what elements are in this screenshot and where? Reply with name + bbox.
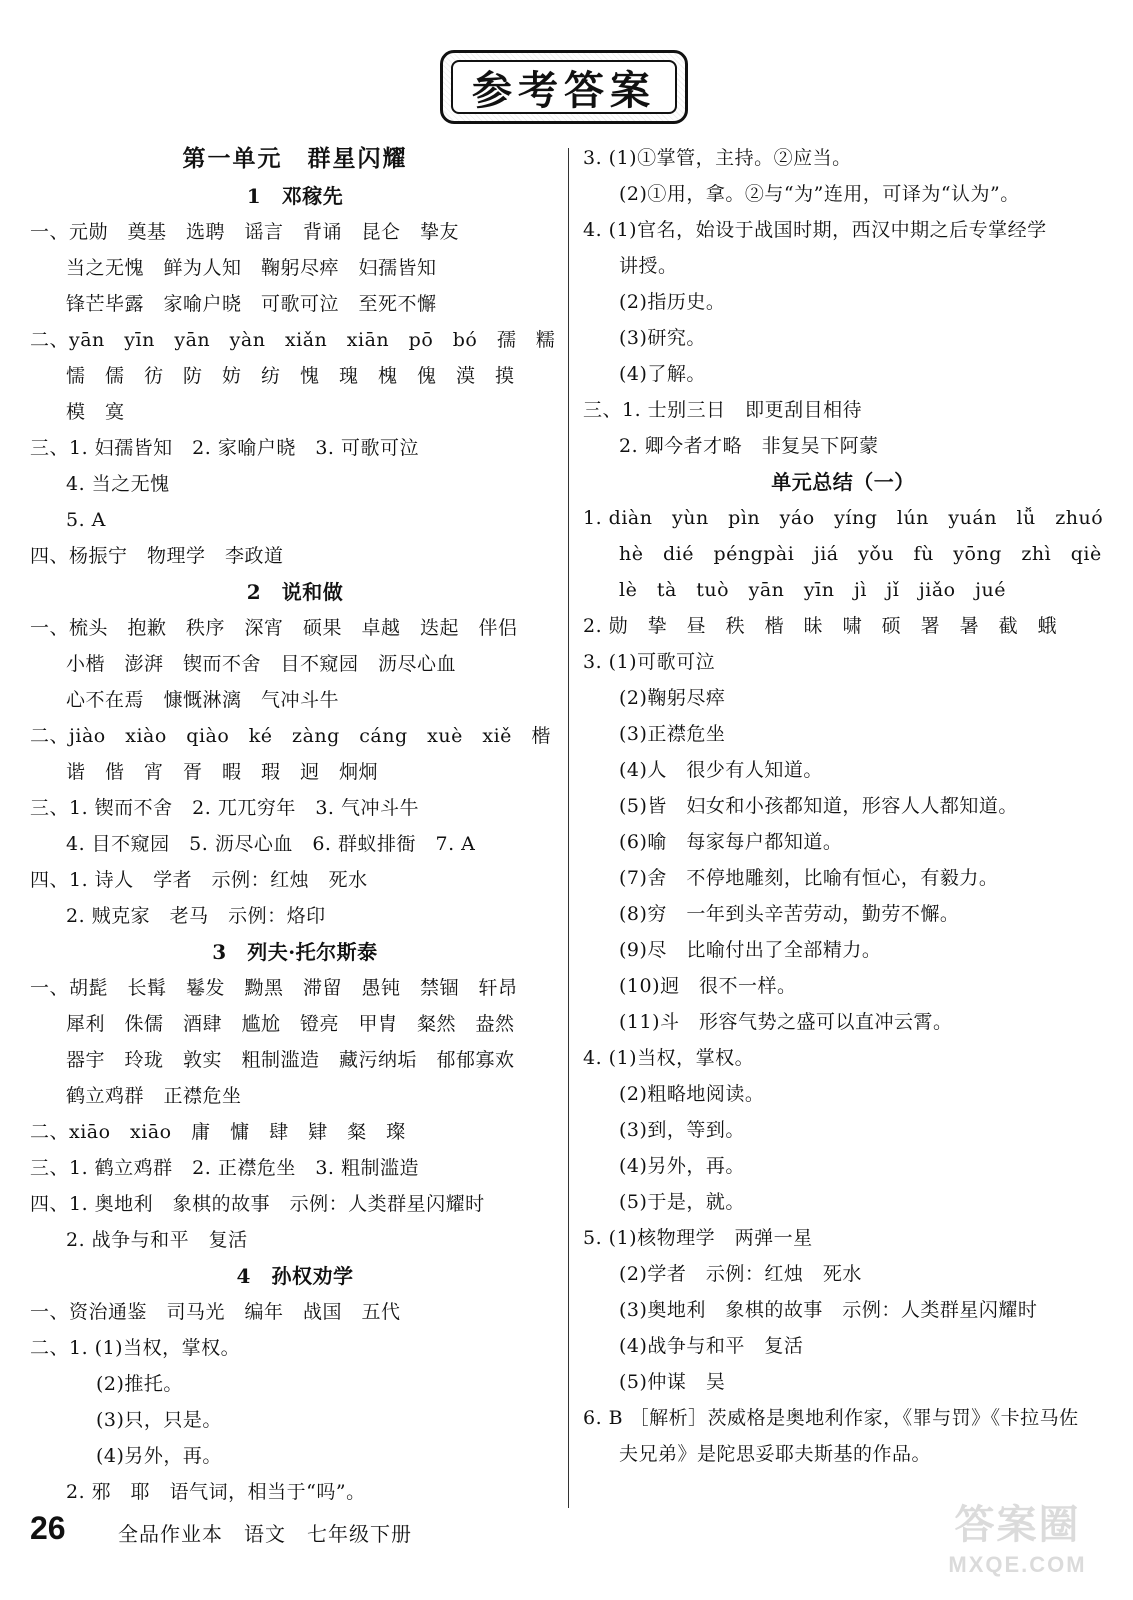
answer-line: (6)喻 每家每户都知道。 bbox=[619, 831, 843, 853]
book-title: 全品作业本 语文 七年级下册 bbox=[118, 1522, 412, 1546]
answer-line: 3. (1)①掌管，主持。②应当。 bbox=[583, 147, 852, 169]
answer-line: 鹤立鸡群 正襟危坐 bbox=[66, 1085, 242, 1107]
answer-line: (4)另外，再。 bbox=[96, 1445, 222, 1467]
answer-line: 4. 目不窥园 5. 沥尽心血 6. 群蚁排衙 7. A bbox=[66, 833, 476, 855]
answer-line: 2. 邪 耶 语气词，相当于“吗”。 bbox=[66, 1481, 366, 1503]
answer-line: 4. 当之无愧 bbox=[66, 473, 170, 495]
answer-line: 模 寞 bbox=[66, 401, 125, 423]
answer-line: 心不在焉 慷慨淋漓 气冲斗牛 bbox=[66, 689, 340, 711]
answer-line: hè dié péngpài jiá yǒu fù yōng zhì qiè bbox=[619, 543, 1102, 565]
answer-line: 讲授。 bbox=[619, 255, 678, 277]
answer-line: 一、胡髭 长髯 鬈发 黝黑 滞留 愚钝 禁锢 轩昂 bbox=[30, 977, 518, 999]
answer-banner bbox=[440, 50, 688, 124]
unit-title: 第一单元 群星闪耀 bbox=[182, 145, 408, 172]
answer-line: (2)鞠躬尽瘁 bbox=[619, 687, 726, 709]
answer-line: 三、1. 锲而不舍 2. 兀兀穷年 3. 气冲斗牛 bbox=[30, 797, 420, 819]
column-divider bbox=[568, 148, 569, 1508]
answer-line: 2. 贼克家 老马 示例：烙印 bbox=[66, 905, 326, 927]
watermark-bottom: MXQE.COM bbox=[948, 1552, 1087, 1577]
answer-line: 二、xiāo xiāo 庸 慵 肆 肄 粲 璨 bbox=[30, 1121, 406, 1143]
answer-line: (4)人 很少有人知道。 bbox=[619, 759, 823, 781]
answer-line: 1. diàn yùn pìn yáo yíng lún yuán lǚ zhuó bbox=[583, 507, 1104, 529]
lesson-title: 2 说和做 bbox=[246, 580, 344, 604]
answer-line: 2. 战争与和平 复活 bbox=[66, 1229, 248, 1251]
answer-line: 一、元勋 奠基 选聘 谣言 背诵 昆仑 挚友 bbox=[30, 221, 460, 243]
answer-line: 四、杨振宁 物理学 李政道 bbox=[30, 545, 284, 567]
answer-line: (9)尽 比喻付出了全部精力。 bbox=[619, 939, 882, 961]
answer-line: (5)皆 妇女和小孩都知道，形容人人都知道。 bbox=[619, 795, 1018, 817]
answer-banner-inner bbox=[451, 60, 677, 114]
answer-line: 锋芒毕露 家喻户晓 可歌可泣 至死不懈 bbox=[66, 293, 437, 315]
answer-line: 四、1. 奥地利 象棋的故事 示例：人类群星闪耀时 bbox=[30, 1193, 485, 1215]
answer-line: 懦 儒 彷 防 妨 纺 愧 瑰 槐 傀 漠 摸 bbox=[66, 365, 515, 387]
watermark-top: 答案圈 bbox=[954, 1503, 1081, 1547]
page-title: 参考答案 bbox=[472, 66, 656, 114]
watermark-logo bbox=[930, 1500, 1105, 1590]
answer-line: (4)战争与和平 复活 bbox=[619, 1335, 804, 1357]
answer-line: 三、1. 妇孺皆知 2. 家喻户晓 3. 可歌可泣 bbox=[30, 437, 420, 459]
answer-line: 二、1. (1)当权，掌权。 bbox=[30, 1337, 241, 1359]
answer-line: (7)舍 不停地雕刻，比喻有恒心，有毅力。 bbox=[619, 867, 999, 889]
answer-line: (2)推托。 bbox=[96, 1373, 183, 1395]
answer-line: (3)只，只是。 bbox=[96, 1409, 222, 1431]
answer-line: (4)了解。 bbox=[619, 363, 706, 385]
answer-line: 三、1. 鹤立鸡群 2. 正襟危坐 3. 粗制滥造 bbox=[30, 1157, 420, 1179]
page-number: 26 bbox=[30, 1510, 66, 1546]
answer-line: (5)仲谋 吴 bbox=[619, 1371, 726, 1393]
right-column bbox=[583, 140, 1103, 1472]
answer-line: (2)学者 示例：红烛 死水 bbox=[619, 1263, 862, 1285]
answer-line: 一、资治通鉴 司马光 编年 战国 五代 bbox=[30, 1301, 401, 1323]
answer-line: 四、1. 诗人 学者 示例：红烛 死水 bbox=[30, 869, 368, 891]
left-column bbox=[30, 140, 560, 1510]
lesson-title: 4 孙权劝学 bbox=[236, 1264, 354, 1288]
answer-line: (2)①用，拿。②与“为”连用，可译为“认为”。 bbox=[619, 183, 1020, 205]
answer-line: 三、1. 士别三日 即更刮目相待 bbox=[583, 399, 863, 421]
lesson-title: 单元总结（一） bbox=[771, 470, 915, 494]
answer-line: (8)穷 一年到头辛苦劳动，勤劳不懈。 bbox=[619, 903, 960, 925]
answer-line: 二、yān yīn yān yàn xiǎn xiān pō bó 孺 糯 bbox=[30, 329, 556, 351]
answer-line: 3. (1)可歌可泣 bbox=[583, 651, 716, 673]
answer-line: (2)粗略地阅读。 bbox=[619, 1083, 765, 1105]
answer-line: (10)迥 很不一样。 bbox=[619, 975, 797, 997]
answer-line: 二、jiào xiào qiào ké zàng cáng xuè xiě 楷 bbox=[30, 725, 551, 747]
answer-line: 当之无愧 鲜为人知 鞠躬尽瘁 妇孺皆知 bbox=[66, 257, 437, 279]
answer-line: 器宇 玲珑 敦实 粗制滥造 藏污纳垢 郁郁寡欢 bbox=[66, 1049, 515, 1071]
answer-line: (3)研究。 bbox=[619, 327, 706, 349]
answer-line: 谐 偕 宵 胥 暇 瑕 迥 炯炯 bbox=[66, 761, 379, 783]
answer-line: (11)斗 形容气势之盛可以直冲云霄。 bbox=[619, 1011, 953, 1033]
answer-line: (3)正襟危坐 bbox=[619, 723, 726, 745]
answer-line: 5. (1)核物理学 两弹一星 bbox=[583, 1227, 813, 1249]
answer-line: (2)指历史。 bbox=[619, 291, 726, 313]
lesson-title: 3 列夫·托尔斯泰 bbox=[212, 940, 378, 964]
answer-line: (3)到，等到。 bbox=[619, 1119, 745, 1141]
answer-line: 2. 卿今者才略 非复吴下阿蒙 bbox=[619, 435, 879, 457]
answer-line: 5. A bbox=[66, 509, 106, 531]
answer-line: 小楷 澎湃 锲而不舍 目不窥园 沥尽心血 bbox=[66, 653, 457, 675]
answer-line: (5)于是，就。 bbox=[619, 1191, 745, 1213]
answer-line: (3)奥地利 象棋的故事 示例：人类群星闪耀时 bbox=[619, 1299, 1038, 1321]
answer-line: 夫兄弟》是陀思妥耶夫斯基的作品。 bbox=[619, 1443, 932, 1465]
answer-line: 6. B ［解析］茨威格是奥地利作家，《罪与罚》《卡拉马佐 bbox=[583, 1407, 1079, 1429]
answer-line: 2. 勋 挚 昼 秩 楷 昧 啸 硕 署 暑 截 蛾 bbox=[583, 615, 1058, 637]
answer-line: 一、梳头 抱歉 秩序 深宵 硕果 卓越 迭起 伴侣 bbox=[30, 617, 518, 639]
answer-line: 4. (1)当权，掌权。 bbox=[583, 1047, 755, 1069]
lesson-title: 1 邓稼先 bbox=[246, 184, 344, 208]
answer-line: 犀利 侏儒 酒肆 尴尬 镫亮 甲胄 粲然 盎然 bbox=[66, 1013, 515, 1035]
answer-line: 4. (1)官名，始设于战国时期，西汉中期之后专掌经学 bbox=[583, 219, 1047, 241]
answer-line: (4)另外，再。 bbox=[619, 1155, 745, 1177]
answer-line: lè tà tuò yān yīn jì jǐ jiǎo jué bbox=[619, 579, 1006, 601]
